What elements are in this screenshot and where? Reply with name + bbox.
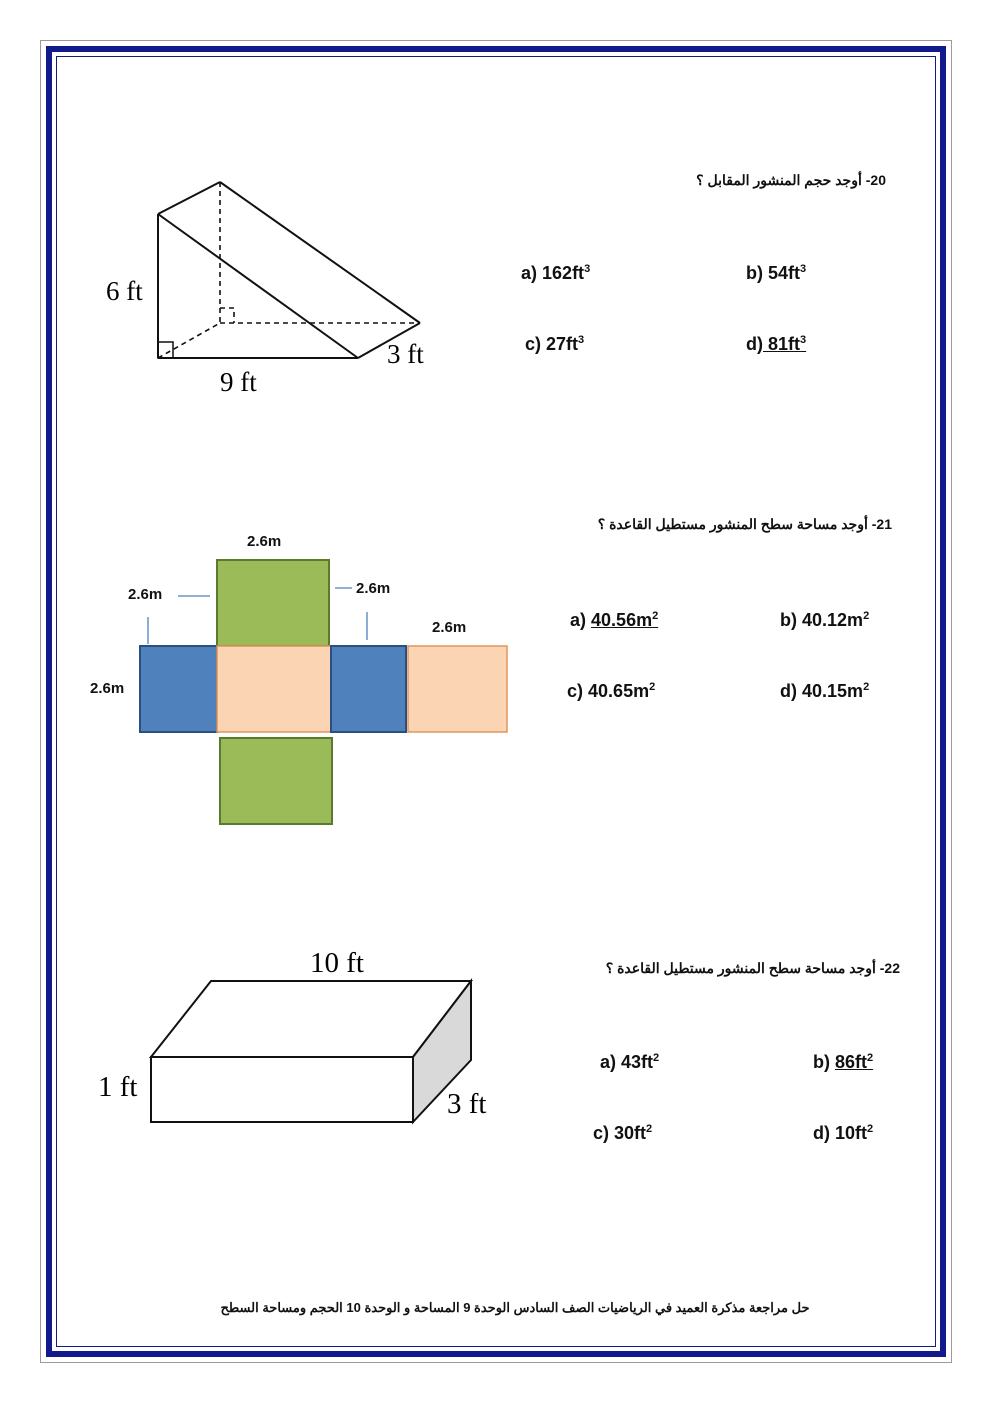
width-label: 3 ft [447, 1088, 487, 1120]
option-b[interactable]: b) $54ft^3$ [746, 263, 807, 283]
question-number: 20 [870, 172, 886, 188]
question-21-title: 21- أوجد مساحة سطح المنشور مستطيل القاعدة ؟ [597, 516, 892, 532]
width-label: 3 ft [387, 339, 424, 369]
net-face-left [140, 646, 217, 732]
net-face-right [331, 646, 406, 732]
question-text: أوجد مساحة سطح المنشور مستطيل القاعدة ؟ [605, 960, 876, 976]
rectangular-prism-figure [90, 940, 500, 1140]
height-label: 6 ft [106, 276, 143, 306]
net-label-left-side: 2.6m [90, 680, 125, 697]
option-a[interactable]: a) $162ft^3$ [521, 263, 591, 283]
net-label-far-right: 2.6m [432, 619, 467, 636]
option-d[interactable]: d) $10ft^2$ [813, 1123, 874, 1143]
page-footer: حل مراجعة مذكرة العميد في الرياضيات الصف السادس الوحدة 9 المساحة و الوحدة 10 الحجم ومساحة السطح [220, 1300, 810, 1315]
prism-net-figure [130, 552, 520, 832]
height-label: 1 ft [98, 1071, 138, 1103]
length-label: 9 ft [220, 367, 257, 397]
net-face-bottom [220, 738, 332, 824]
question-number: 22 [884, 960, 900, 976]
option-a[interactable]: a) $43ft^2$ [600, 1052, 660, 1072]
option-c[interactable]: c) $40.65m^2$ [567, 681, 656, 701]
option-d-correct[interactable]: d) $81ft^3$ [746, 334, 807, 354]
net-label-right-upper: 2.6m [356, 580, 391, 597]
net-face-far-right [408, 646, 507, 732]
net-label-top: 2.6m [247, 533, 282, 550]
question-text: أوجد حجم المنشور المقابل ؟ [696, 172, 862, 188]
question-number: 21 [876, 516, 892, 532]
question-20-title: 20- أوجد حجم المنشور المقابل ؟ [696, 172, 886, 188]
option-b-correct[interactable]: b) $86ft^2$ [813, 1052, 874, 1072]
net-face-top [217, 560, 329, 646]
length-label: 10 ft [310, 947, 364, 979]
question-22-title: 22- أوجد مساحة سطح المنشور مستطيل القاعدة ؟ [605, 960, 900, 976]
triangular-prism-figure [100, 170, 440, 400]
option-a-correct[interactable]: a) $40.56m^2$ [570, 610, 659, 630]
question-text: أوجد مساحة سطح المنشور مستطيل القاعدة ؟ [597, 516, 868, 532]
option-c[interactable]: c) $30ft^2$ [593, 1123, 653, 1143]
option-c[interactable]: c) $27ft^3$ [525, 334, 585, 354]
option-d[interactable]: d) $40.15m^2$ [780, 681, 870, 701]
option-b[interactable]: b) $40.12m^2$ [780, 610, 870, 630]
net-label-left-upper: 2.6m [128, 586, 163, 603]
net-face-center [217, 646, 331, 732]
